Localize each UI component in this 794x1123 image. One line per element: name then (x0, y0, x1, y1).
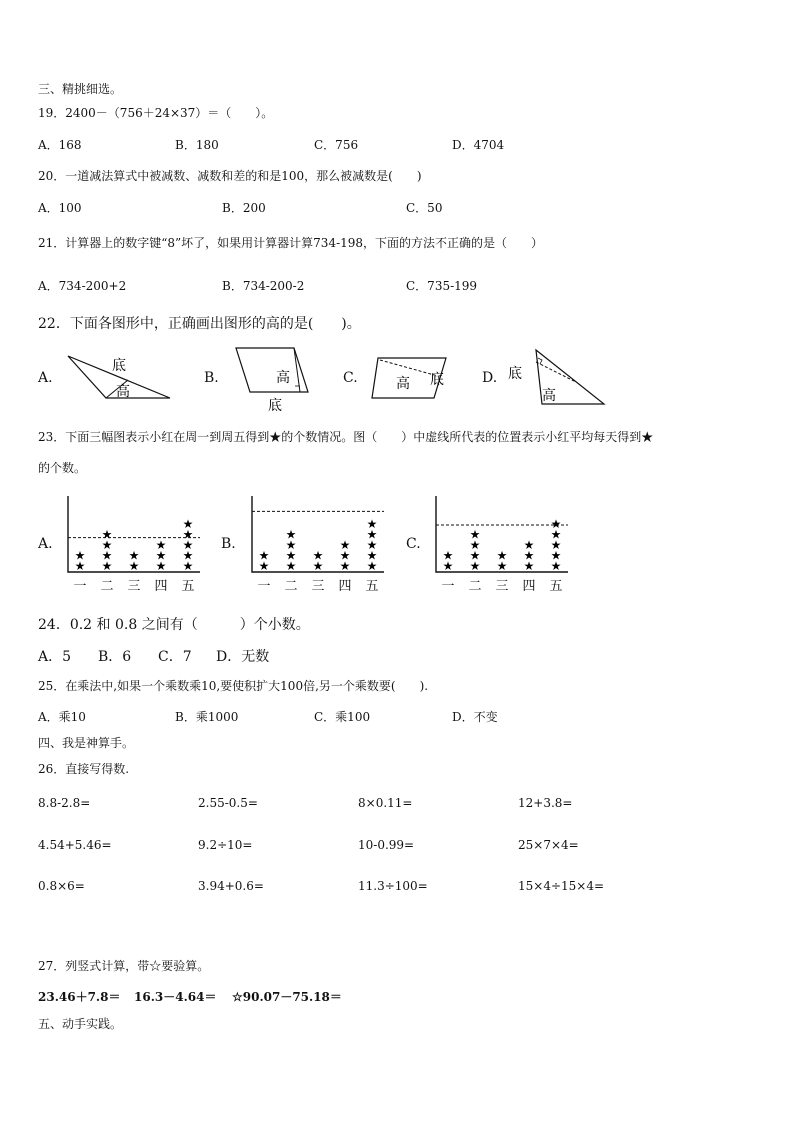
base-label: 底 (508, 366, 522, 382)
base-label: 底 (112, 358, 126, 374)
q26-item: 3.94+0.6= (198, 879, 264, 893)
day-label: 二 (284, 579, 298, 594)
q24-option-a: A．5 (38, 649, 72, 665)
q27-item: 23.46＋7.8＝ (38, 990, 121, 1004)
star-mark: ★ (339, 538, 351, 552)
star-mark: ★ (128, 559, 140, 573)
q19-option-d: D．4704 (452, 138, 505, 152)
q27-item: 16.3－4.64＝ (134, 990, 217, 1004)
star-mark: ★ (339, 559, 351, 573)
q24-option-c: C．7 (158, 649, 192, 665)
star-mark: ★ (496, 559, 508, 573)
q24-option-b: B．6 (98, 649, 132, 665)
q25-option-b: B．乘1000 (175, 710, 239, 724)
q22-figure-c (370, 352, 450, 400)
day-label: 五 (549, 579, 563, 594)
day-label: 一 (441, 579, 455, 594)
q20-option-b: B．200 (222, 201, 266, 215)
q26-item: 11.3÷100= (358, 879, 428, 893)
day-label: 三 (311, 579, 325, 594)
star-mark: ★ (155, 538, 167, 552)
star-mark: ★ (74, 559, 86, 573)
question-23-stem-line1: 23．下面三幅图表示小红在周一到周五得到★的个数情况。图（ ）中虚线所代表的位置表示小红平均每天得到★ (38, 430, 654, 444)
day-label: 二 (100, 579, 114, 594)
star-mark: ★ (550, 517, 562, 531)
star-mark: ★ (496, 548, 508, 563)
star-mark: ★ (101, 559, 113, 573)
height-label: 高 (116, 384, 130, 400)
q22-label-c: C. (343, 370, 358, 386)
star-mark: ★ (523, 538, 535, 552)
star-mark: ★ (258, 548, 270, 563)
q21-option-a: A．734-200+2 (38, 279, 127, 293)
section-heading: 五、动手实践。 (38, 1017, 123, 1031)
q26-item: 8×0.11= (358, 796, 413, 810)
q26-item: 9.2÷10= (198, 838, 253, 852)
day-label: 五 (365, 579, 379, 594)
q23-chart-b (250, 494, 386, 594)
star-mark: ★ (101, 548, 113, 563)
q21-option-c: C．735-199 (406, 279, 478, 293)
q23-label-c: C. (406, 536, 421, 552)
q22-label-d: D. (482, 370, 498, 386)
star-mark: ★ (366, 559, 378, 573)
q23-chart-a (66, 494, 202, 594)
q26-item: 0.8×6= (38, 879, 85, 893)
question-19-stem: 19．2400－（756＋24×37）＝（ ）。 (38, 106, 274, 120)
question-27-stem: 27．列竖式计算，带☆要验算。 (38, 959, 210, 973)
star-mark: ★ (312, 548, 324, 563)
day-label: 五 (181, 579, 195, 594)
q26-item: 4.54+5.46= (38, 838, 112, 852)
base-label: 底 (268, 398, 282, 414)
question-21-stem: 21．计算器上的数字键“8”坏了，如果用计算器计算734-198，下面的方法不正确的是（ ） (38, 236, 544, 250)
day-label: 二 (468, 579, 482, 594)
star-mark: ★ (469, 538, 481, 552)
star-mark: ★ (366, 548, 378, 563)
star-mark: ★ (128, 548, 140, 563)
star-mark: ★ (182, 527, 194, 542)
star-mark: ★ (469, 559, 481, 573)
star-mark: ★ (182, 559, 194, 573)
q27-item: ☆90.07－75.18＝ (232, 990, 342, 1004)
section-heading: 四、我是神算手。 (38, 736, 135, 750)
q20-option-c: C．50 (406, 201, 443, 215)
q19-option-c: C．756 (314, 138, 359, 152)
day-label: 四 (338, 579, 352, 594)
day-label: 一 (257, 579, 271, 594)
height-label: 高 (396, 376, 410, 392)
q26-item: 12+3.8= (518, 796, 573, 810)
question-25-stem: 25．在乘法中,如果一个乘数乘10,要使积扩大100倍,另一个乘数要( ). (38, 679, 429, 693)
star-mark: ★ (442, 559, 454, 573)
star-mark: ★ (285, 548, 297, 563)
day-label: 四 (522, 579, 536, 594)
star-mark: ★ (339, 548, 351, 563)
star-mark: ★ (550, 538, 562, 552)
star-mark: ★ (285, 527, 297, 542)
q26-item: 10-0.99= (358, 838, 415, 852)
q25-option-d: D．不变 (452, 710, 498, 724)
star-mark: ★ (366, 538, 378, 552)
star-mark: ★ (285, 559, 297, 573)
q19-option-a: A．168 (38, 138, 82, 152)
q23-label-b: B. (221, 536, 236, 552)
q22-label-b: B. (204, 370, 219, 386)
star-mark: ★ (550, 527, 562, 542)
star-mark: ★ (101, 527, 113, 542)
q19-option-b: B．180 (175, 138, 219, 152)
q20-option-a: A．100 (38, 201, 82, 215)
height-label: 高 (276, 370, 290, 386)
star-mark: ★ (74, 548, 86, 563)
question-26-stem: 26．直接写得数. (38, 762, 130, 776)
q22-figure-a (66, 350, 176, 402)
star-mark: ★ (182, 548, 194, 563)
q24-option-d: D．无数 (216, 649, 270, 665)
star-mark: ★ (101, 538, 113, 552)
day-label: 四 (154, 579, 168, 594)
star-mark: ★ (550, 559, 562, 573)
q23-chart-c (434, 494, 570, 594)
star-mark: ★ (182, 517, 194, 531)
star-mark: ★ (155, 559, 167, 573)
q22-figure-d (506, 348, 610, 408)
star-mark: ★ (366, 527, 378, 542)
q22-label-a: A. (38, 370, 53, 386)
height-label: 高 (542, 388, 556, 404)
q26-item: 2.55-0.5= (198, 796, 258, 810)
q26-item: 25×7×4= (518, 838, 579, 852)
star-mark: ★ (523, 559, 535, 573)
star-mark: ★ (469, 548, 481, 563)
star-mark: ★ (523, 548, 535, 563)
question-23-stem-line2: 的个数。 (38, 461, 87, 475)
star-mark: ★ (366, 517, 378, 531)
star-mark: ★ (442, 548, 454, 563)
question-24-stem: 24．0.2 和 0.8 之间有（ ）个小数。 (38, 617, 310, 633)
q26-item: 15×4÷15×4= (518, 879, 605, 893)
question-22-stem: 22．下面各图形中，正确画出图形的高的是( )。 (38, 316, 361, 332)
star-mark: ★ (258, 559, 270, 573)
star-mark: ★ (182, 538, 194, 552)
q23-label-a: A. (38, 536, 53, 552)
q26-item: 8.8-2.8= (38, 796, 91, 810)
question-20-stem: 20．一道减法算式中被减数、减数和差的和是100，那么被减数是( ) (38, 169, 422, 183)
star-mark: ★ (469, 527, 481, 542)
q22-figure-b (232, 346, 312, 414)
q25-option-a: A．乘10 (38, 710, 86, 724)
day-label: 三 (127, 579, 141, 594)
star-mark: ★ (155, 548, 167, 563)
q21-option-b: B．734-200-2 (222, 279, 305, 293)
star-mark: ★ (550, 548, 562, 563)
star-mark: ★ (285, 538, 297, 552)
day-label: 一 (73, 579, 87, 594)
star-mark: ★ (312, 559, 324, 573)
day-label: 三 (495, 579, 509, 594)
q25-option-c: C．乘100 (314, 710, 371, 724)
section-heading: 三、精挑细选。 (38, 82, 123, 96)
base-label: 底 (430, 372, 444, 388)
